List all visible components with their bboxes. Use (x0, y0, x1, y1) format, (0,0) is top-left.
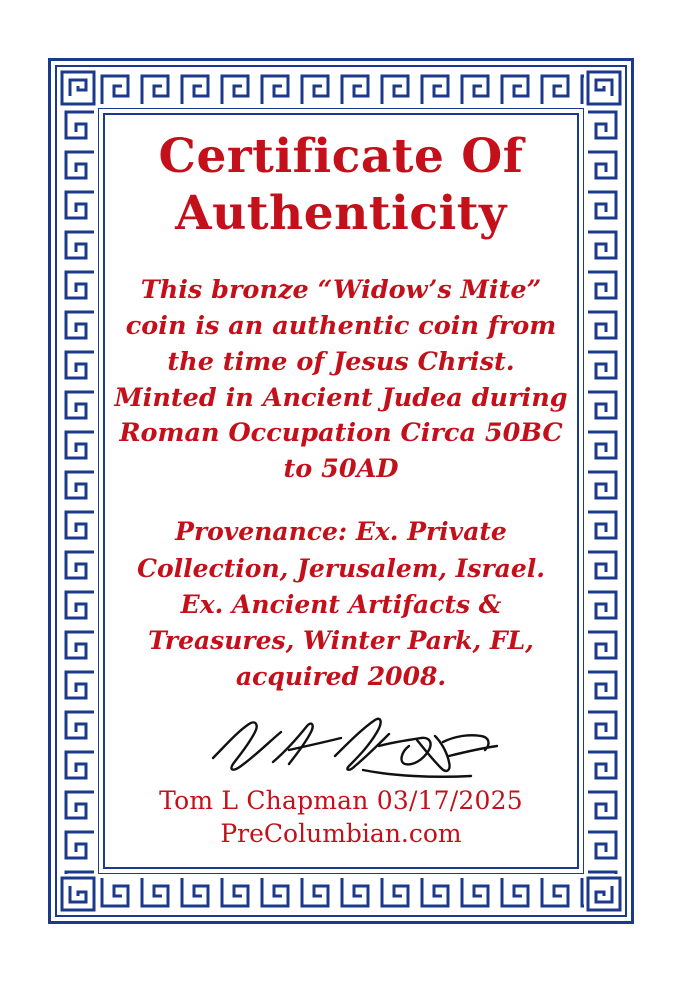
greek-key-border-left (58, 68, 98, 914)
certificate-title-line-1: Certificate Of (158, 129, 524, 184)
certificate-title-line-2: Authenticity (175, 186, 507, 242)
signer-line: Tom L Chapman 03/17/2025 (159, 785, 523, 815)
corner-ornament-bottom-left (58, 874, 98, 914)
website-line: PreColumbian.com (220, 818, 462, 848)
greek-key-border-right (584, 68, 624, 914)
corner-ornament-top-left (58, 68, 98, 108)
corner-ornament-top-right (584, 68, 624, 108)
description-paragraph: This bronze “Widow’s Mite” coin is an authentic coin from the time of Jesus Christ. Minted in Ancient Judea during Roman Occupation Circa 50BC to 50AD (114, 274, 568, 485)
certificate-content (110, 120, 572, 862)
greek-key-border-top (58, 68, 624, 108)
greek-key-border-bottom (58, 874, 624, 914)
corner-ornament-bottom-right (584, 874, 624, 914)
provenance-paragraph: Provenance: Ex. Private Collection, Jerusalem, Israel. Ex. Ancient Artifacts & Treasures, Winter Park, FL, acquired 2008. (137, 517, 545, 692)
signature-image (110, 706, 572, 784)
certificate-title (110, 120, 572, 243)
